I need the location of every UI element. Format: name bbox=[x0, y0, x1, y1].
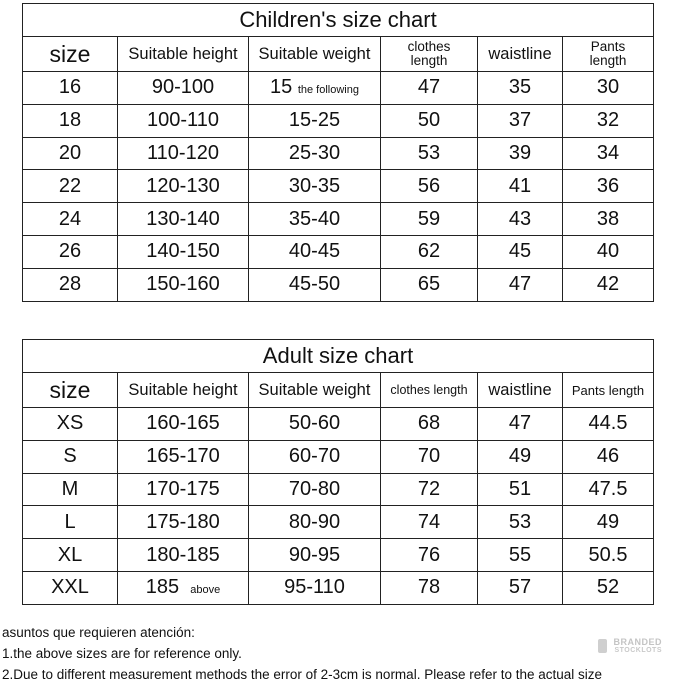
weight-value: 15 bbox=[270, 76, 293, 99]
pants-cell: 30 bbox=[563, 72, 654, 105]
waist-cell: 55 bbox=[478, 539, 563, 572]
table-row bbox=[23, 571, 654, 604]
header-size: size bbox=[23, 37, 118, 72]
pants-cell: 47.5 bbox=[563, 473, 654, 506]
header-pants-length bbox=[563, 37, 654, 72]
header-weight: Suitable weight bbox=[249, 373, 381, 408]
waist-cell: 39 bbox=[478, 137, 563, 170]
clothes-cell: 76 bbox=[381, 539, 478, 572]
size-cell: XXL bbox=[23, 571, 118, 604]
waist-cell: 51 bbox=[478, 473, 563, 506]
weight-cell: 45-50 bbox=[249, 268, 381, 301]
height-cell: 90-100 bbox=[118, 72, 249, 105]
height-cell: 165-170 bbox=[118, 440, 249, 473]
weight-cell: 30-35 bbox=[249, 170, 381, 203]
height-cell: 120-130 bbox=[118, 170, 249, 203]
pants-cell: 52 bbox=[563, 571, 654, 604]
waist-cell: 43 bbox=[478, 203, 563, 236]
weight-cell: 60-70 bbox=[249, 440, 381, 473]
size-cell: S bbox=[23, 440, 118, 473]
table-row bbox=[23, 72, 654, 105]
table-row bbox=[23, 539, 654, 572]
height-cell: 150-160 bbox=[118, 268, 249, 301]
pants-cell: 36 bbox=[563, 170, 654, 203]
clothes-cell: 50 bbox=[381, 104, 478, 137]
notes-heading: asuntos que requieren atención: bbox=[2, 625, 195, 640]
clothes-cell: 59 bbox=[381, 203, 478, 236]
header-clothes-length: clothes length bbox=[381, 373, 478, 408]
size-cell: 24 bbox=[23, 203, 118, 236]
waist-cell: 35 bbox=[478, 72, 563, 105]
header-size: size bbox=[23, 373, 118, 408]
children-size-chart bbox=[22, 3, 654, 302]
size-cell: 26 bbox=[23, 235, 118, 268]
pants-cell: 49 bbox=[563, 506, 654, 539]
pants-cell: 32 bbox=[563, 104, 654, 137]
note-item: 1.the above sizes are for reference only. bbox=[2, 646, 242, 661]
weight-cell: 70-80 bbox=[249, 473, 381, 506]
clothes-cell: 65 bbox=[381, 268, 478, 301]
table-row bbox=[23, 170, 654, 203]
notes bbox=[2, 622, 602, 685]
height-cell: 130-140 bbox=[118, 203, 249, 236]
height-cell: 175-180 bbox=[118, 506, 249, 539]
pants-cell: 38 bbox=[563, 203, 654, 236]
clothes-cell: 62 bbox=[381, 235, 478, 268]
size-cell: L bbox=[23, 506, 118, 539]
note-item: 2.Due to different measurement methods the error of 2-3cm is normal. Please refer to the actual size bbox=[2, 667, 603, 682]
header-pants-length-text: Pants length bbox=[589, 39, 627, 68]
waist-cell: 47 bbox=[478, 268, 563, 301]
clothes-cell: 68 bbox=[381, 408, 478, 441]
waist-cell: 37 bbox=[478, 104, 563, 137]
clothes-cell: 56 bbox=[381, 170, 478, 203]
table-row bbox=[23, 440, 654, 473]
height-value: 185 bbox=[145, 576, 180, 599]
height-cell: 180-185 bbox=[118, 539, 249, 572]
children-chart-title: Children's size chart bbox=[23, 4, 654, 37]
waist-cell: 53 bbox=[478, 506, 563, 539]
table-row bbox=[23, 203, 654, 236]
size-cell: 18 bbox=[23, 104, 118, 137]
pants-cell: 44.5 bbox=[563, 408, 654, 441]
header-height: Suitable height bbox=[118, 37, 249, 72]
table-row bbox=[23, 104, 654, 137]
pants-cell: 46 bbox=[563, 440, 654, 473]
clothes-cell: 53 bbox=[381, 137, 478, 170]
shopping-bag-icon bbox=[598, 639, 607, 653]
weight-cell: 90-95 bbox=[249, 539, 381, 572]
height-cell bbox=[118, 571, 249, 604]
weight-cell: 35-40 bbox=[249, 203, 381, 236]
header-waistline: waistline bbox=[478, 37, 563, 72]
waist-cell: 45 bbox=[478, 235, 563, 268]
weight-cell: 95-110 bbox=[249, 571, 381, 604]
table-row bbox=[23, 137, 654, 170]
weight-cell: 15-25 bbox=[249, 104, 381, 137]
table-row bbox=[23, 506, 654, 539]
pants-cell: 34 bbox=[563, 137, 654, 170]
waist-cell: 47 bbox=[478, 408, 563, 441]
size-cell: M bbox=[23, 473, 118, 506]
clothes-cell: 78 bbox=[381, 571, 478, 604]
weight-note: the following bbox=[297, 84, 359, 97]
height-cell: 140-150 bbox=[118, 235, 249, 268]
table-row bbox=[23, 268, 654, 301]
watermark-logo bbox=[598, 637, 662, 659]
pants-cell: 42 bbox=[563, 268, 654, 301]
weight-cell: 80-90 bbox=[249, 506, 381, 539]
size-cell: 28 bbox=[23, 268, 118, 301]
size-cell: 16 bbox=[23, 72, 118, 105]
clothes-cell: 72 bbox=[381, 473, 478, 506]
height-cell: 100-110 bbox=[118, 104, 249, 137]
header-waistline: waistline bbox=[478, 373, 563, 408]
header-clothes-length bbox=[381, 37, 478, 72]
header-clothes-length-text: clothes length bbox=[407, 39, 451, 68]
adult-chart-title: Adult size chart bbox=[23, 340, 654, 373]
weight-cell bbox=[249, 72, 381, 105]
watermark-line2: STOCKLOTS bbox=[614, 647, 662, 654]
header-weight: Suitable weight bbox=[249, 37, 381, 72]
size-cell: 20 bbox=[23, 137, 118, 170]
table-row bbox=[23, 473, 654, 506]
header-height: Suitable height bbox=[118, 373, 249, 408]
watermark-line1: BRANDED bbox=[613, 637, 662, 647]
height-cell: 170-175 bbox=[118, 473, 249, 506]
waist-cell: 41 bbox=[478, 170, 563, 203]
size-cell: XL bbox=[23, 539, 118, 572]
pants-cell: 50.5 bbox=[563, 539, 654, 572]
weight-cell: 40-45 bbox=[249, 235, 381, 268]
clothes-cell: 70 bbox=[381, 440, 478, 473]
clothes-cell: 47 bbox=[381, 72, 478, 105]
table-row bbox=[23, 408, 654, 441]
pants-cell: 40 bbox=[563, 235, 654, 268]
weight-cell: 50-60 bbox=[249, 408, 381, 441]
size-cell: XS bbox=[23, 408, 118, 441]
height-note: above bbox=[190, 584, 221, 597]
waist-cell: 57 bbox=[478, 571, 563, 604]
size-cell: 22 bbox=[23, 170, 118, 203]
clothes-cell: 74 bbox=[381, 506, 478, 539]
weight-cell: 25-30 bbox=[249, 137, 381, 170]
table-row bbox=[23, 235, 654, 268]
height-cell: 160-165 bbox=[118, 408, 249, 441]
header-pants-length: Pants length bbox=[563, 373, 654, 408]
height-cell: 110-120 bbox=[118, 137, 249, 170]
waist-cell: 49 bbox=[478, 440, 563, 473]
adult-size-chart bbox=[22, 339, 654, 605]
